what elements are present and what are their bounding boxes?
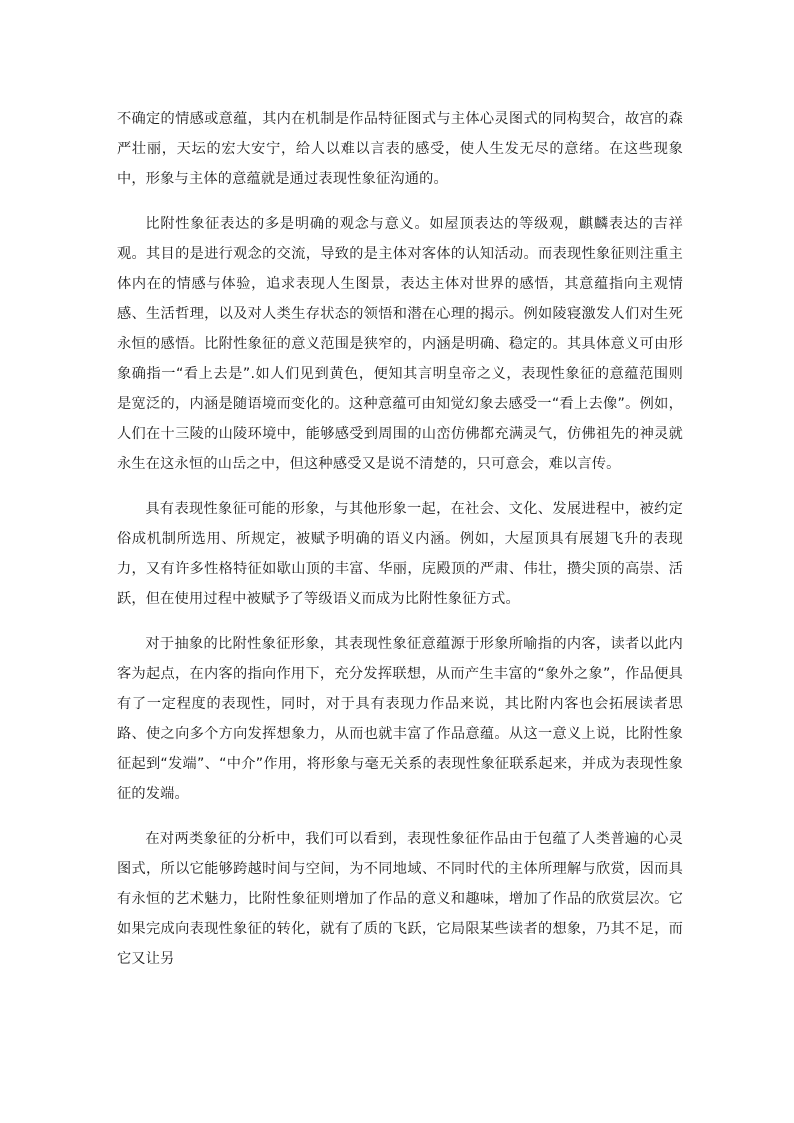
paragraph-2: 比附性象征表达的多是明确的观念与意义。如屋顶表达的等级观，麒麟表达的吉祥观。其目的是进行观念的交流，导致的是主体对客体的认知活动。而表现性象征则注重主体内在的情感与体验，追求表现人生图景，表达主体对世界的感悟，其意蕴指向主观情感、生活哲理，以及对人类生存状态的领悟和潜在心理的揭示。例如陵寝激发人们对生死永恒的感悟。比附性象征的意义范围是狭窄的，内涵是明确、稳定的。其具体意义可由形象确指一“看上去是”.如人们见到黄色，便知其言明皇帝之义，表现性象征的意蕴范围则是宽泛的，内涵是随语境而变化的。这种意蕴可由知觉幻象去感受一“看上去像”。例如，人们在十三陵的山陵环境中，能够感受到周围的山峦仿佛都充满灵气，仿佛祖先的神灵就永生在这永恒的山岳之中，但这种感受又是说不清楚的，只可意会，难以言传。 (117, 216, 683, 472)
document-body (117, 104, 683, 989)
paragraph-3: 具有表现性象征可能的形象，与其他形象一起，在社会、文化、发展进程中，被约定俗成机制所选用、所规定，被赋予明确的语义内涵。例如，大屋顶具有展翅飞升的表现力，又有许多性格特征如歇山顶的丰富、华丽，庑殿顶的严肃、伟壮，攒尖顶的高崇、活跃，但在使用过程中被赋予了等级语义而成为比附性象征方式。 (117, 501, 683, 607)
paragraph-5: 在对两类象征的分析中，我们可以看到，表现性象征作品由于包蕴了人类普遍的心灵图式，所以它能够跨越时间与空间，为不同地域、不同时代的主体所理解与欣赏，因而具有永恒的艺术魅力，比附性象征则增加了作品的意义和趣味，增加了作品的欣赏层次。它如果完成向表现性象征的转化，就有了质的飞跃，它局限某些读者的想象，乃其不足，而它又让另 (117, 831, 683, 967)
paragraph-1: 不确定的情感或意蕴，其内在机制是作品特征图式与主体心灵图式的同构契合，故宫的森严壮丽，天坛的宏大安宁，给人以难以言表的感受，使人生发无尽的意绪。在这些现象中，形象与主体的意蕴就是通过表现性象征沟通的。 (117, 111, 683, 187)
paragraph-4: 对于抽象的比附性象征形象，其表现性象征意蕴源于形象所喻指的内客，读者以此内客为起点，在内客的指向作用下，充分发挥联想，从而产生丰富的“象外之象”，作品便具有了一定程度的表现性，同时，对于具有表现力作品来说，其比附内客也会拓展读者思路、使之向多个方向发挥想象力，从而也就丰富了作品意蕴。从这一意义上说，比附性象征起到“发端”、“中介”作用，将形象与毫无关系的表现性象征联系起来，并成为表现性象征的发端。 (117, 636, 683, 802)
